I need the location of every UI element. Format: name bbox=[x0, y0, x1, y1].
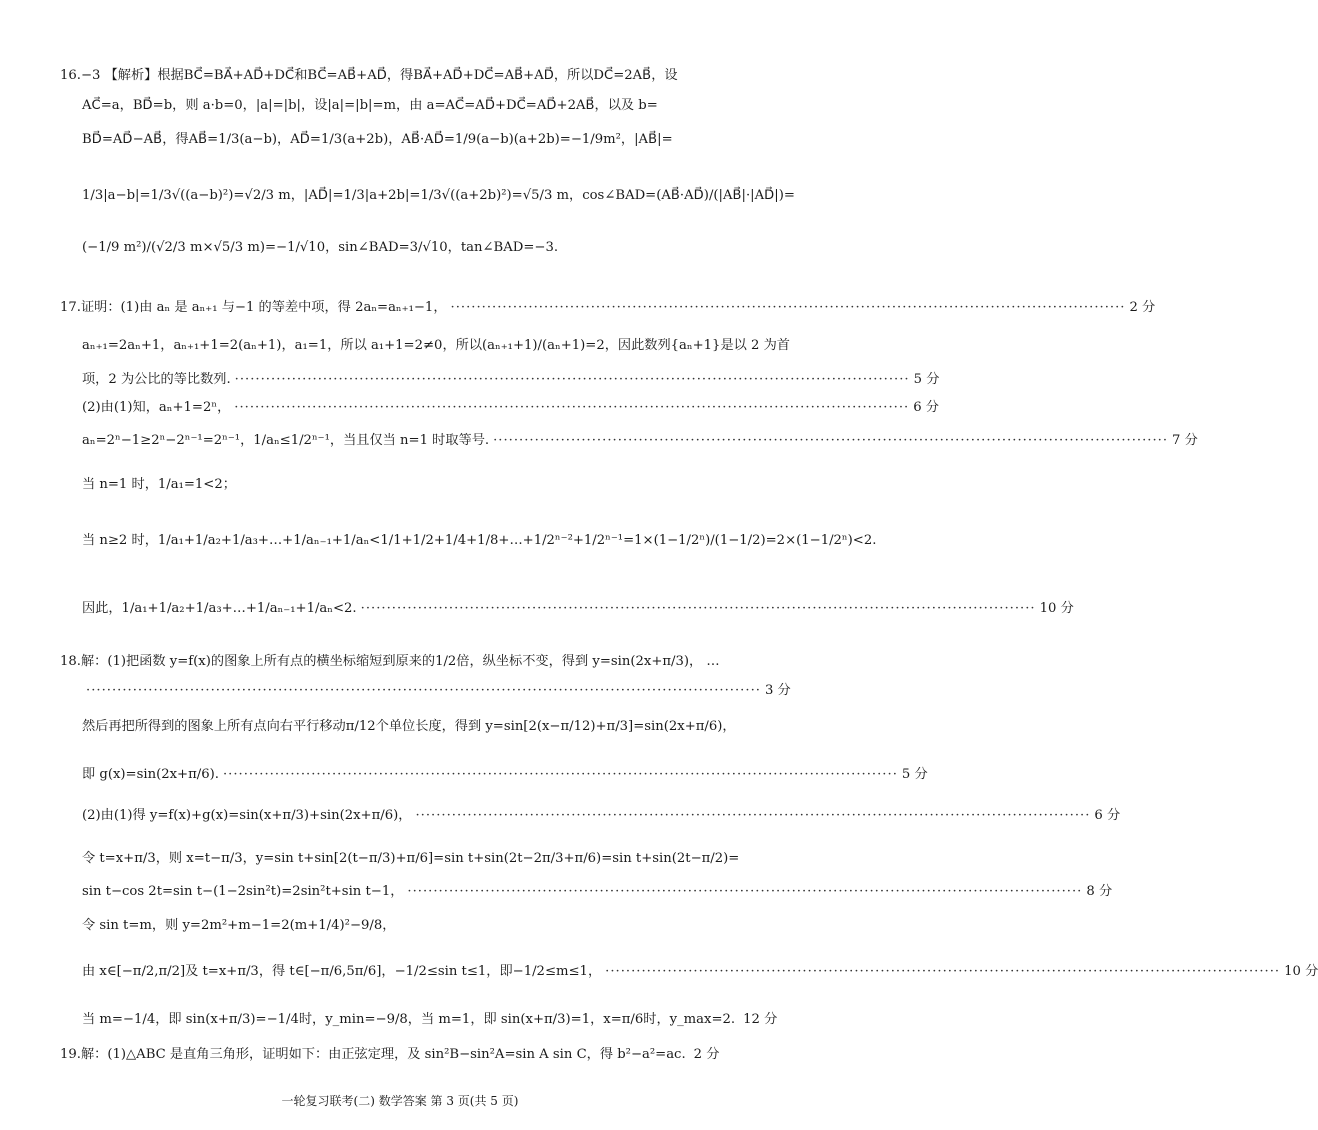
p17-line-1 bbox=[60, 298, 1156, 318]
score-mark: 12 分 bbox=[743, 1012, 778, 1027]
score-mark: 7 分 bbox=[1172, 433, 1198, 448]
p16-line-5: (−1/9 m²)/(√2/3 m×√5/3 m)=−1/√10，sin∠BAD=3/√10，tan∠BAD=−3. bbox=[82, 240, 559, 255]
p18-line-10 bbox=[82, 1010, 778, 1030]
p16-line-1: 16.−3 【解析】根据BC⃗=BA⃗+AD⃗+DC⃗和BC⃗=AB⃗+AD⃗，得BA⃗+AD⃗+DC⃗=AB⃗+AD⃗，所以DC⃗=2AB⃗，设 bbox=[60, 68, 678, 83]
p17-line-8 bbox=[82, 599, 1074, 619]
score-mark: 2 分 bbox=[693, 1047, 720, 1062]
p18-text-7: sin t−cos 2t=sin t−(1−2sin²t)=2sin²t+sin t−1， bbox=[82, 884, 404, 899]
score-mark: 8 分 bbox=[1086, 884, 1113, 899]
leader-dots bbox=[235, 370, 910, 390]
leader-dots bbox=[86, 681, 761, 701]
score-mark: 5 分 bbox=[913, 372, 940, 387]
score-mark: 10 分 bbox=[1039, 601, 1074, 616]
score-mark: 10 分 bbox=[1284, 964, 1318, 979]
p18-text-5: (2)由(1)得 y=f(x)+g(x)=sin(x+π/3)+sin(2x+π/6)， bbox=[82, 808, 412, 823]
p17-text-8: 因此，1/a₁+1/a₂+1/a₃+…+1/aₙ₋₁+1/aₙ<2. bbox=[82, 601, 357, 616]
p18-line-4 bbox=[82, 765, 928, 785]
p16-line-3: BD⃗=AD⃗−AB⃗，得AB⃗=1/3(a−b)，AD⃗=1/3(a+2b)，AB⃗·AD⃗=1/9(a−b)(a+2b)=−1/9m²，|AB⃗|= bbox=[82, 132, 673, 147]
p17-text-5: aₙ=2ⁿ−1≥2ⁿ−2ⁿ⁻¹=2ⁿ⁻¹，1/aₙ≤1/2ⁿ⁻¹，当且仅当 n=1 时取等号. bbox=[82, 433, 490, 448]
leader-dots bbox=[234, 398, 909, 418]
p18-line-5 bbox=[82, 806, 1121, 826]
p18-line-8: 令 sin t=m，则 y=2m²+m−1=2(m+1/4)²−9/8， bbox=[82, 918, 396, 933]
p18-line-3: 然后再把所得到的图象上所有点向右平行移动π/12个单位长度，得到 y=sin[2(x−π/12)+π/3]=sin(2x+π/6)， bbox=[82, 719, 736, 734]
p19-text-1: 19.解：(1)△ABC 是直角三角形，证明如下：由正弦定理，及 sin²B−sin²A=sin A sin C，得 b²−a²=ac. bbox=[60, 1047, 686, 1062]
leader-dots bbox=[415, 806, 1090, 826]
p17-line-2: aₙ₊₁=2aₙ+1，aₙ₊₁+1=2(aₙ+1)，a₁=1，所以 a₁+1=2≠0，所以(aₙ₊₁+1)/(aₙ+1)=2，因此数列{aₙ+1}是以 2 为首 bbox=[82, 338, 790, 353]
leader-dots bbox=[493, 431, 1168, 451]
p17-text-1: 17.证明：(1)由 aₙ 是 aₙ₊₁ 与−1 的等差中项，得 2aₙ=aₙ₊₁−1， bbox=[60, 300, 447, 315]
score-mark: 3 分 bbox=[764, 683, 791, 698]
p17-text-3: 项，2 为公比的等比数列. bbox=[82, 372, 231, 387]
p18-line-6: 令 t=x+π/3，则 x=t−π/3，y=sin t+sin[2(t−π/3)+π/6]=sin t+sin(2t−2π/3+π/6)=sin t+sin(2t−π/2)= bbox=[82, 851, 740, 866]
p18-text-4: 即 g(x)=sin(2x+π/6). bbox=[82, 767, 219, 782]
score-mark: 2 分 bbox=[1129, 300, 1156, 315]
leader-dots bbox=[223, 765, 898, 785]
score-mark: 6 分 bbox=[1094, 808, 1121, 823]
leader-dots bbox=[407, 882, 1082, 902]
p18-line-9 bbox=[82, 962, 1318, 982]
p19-line-1 bbox=[60, 1045, 720, 1065]
p17-line-5 bbox=[82, 431, 1198, 451]
leader-dots bbox=[605, 962, 1280, 982]
p18-line-1: 18.解：(1)把函数 y=f(x)的图象上所有点的横坐标缩短到原来的1/2倍，纵坐标不变，得到 y=sin(2x+π/3)， … bbox=[60, 654, 720, 669]
p17-text-4: (2)由(1)知，aₙ+1=2ⁿ， bbox=[82, 400, 231, 415]
p17-line-7: 当 n≥2 时，1/a₁+1/a₂+1/a₃+…+1/aₙ₋₁+1/aₙ<1/1+1/2+1/4+1/8+…+1/2ⁿ⁻²+1/2ⁿ⁻¹=1×(1−1/2ⁿ)/(1−1/2)=2×(1−1/2ⁿ)<2. bbox=[82, 533, 877, 548]
p18-line-2 bbox=[82, 681, 791, 701]
p18-text-10: 当 m=−1/4，即 sin(x+π/3)=−1/4时，y_min=−9/8，当 m=1，即 sin(x+π/3)=1，x=π/6时，y_max=2. bbox=[82, 1012, 736, 1027]
p16-line-4: 1/3|a−b|=1/3√((a−b)²)=√2/3 m，|AD⃗|=1/3|a+2b|=1/3√((a+2b)²)=√5/3 m，cos∠BAD=(AB⃗·AD⃗)/(|AB⃗|·|AD⃗|)= bbox=[82, 188, 795, 203]
leader-dots bbox=[451, 298, 1126, 318]
p17-line-3 bbox=[82, 370, 940, 390]
score-mark: 6 分 bbox=[913, 400, 939, 415]
p16-line-2: AC⃗=a，BD⃗=b，则 a·b=0，|a|=|b|，设|a|=|b|=m，由 a=AC⃗=AD⃗+DC⃗=AD⃗+2AB⃗，以及 b= bbox=[82, 98, 658, 113]
leader-dots bbox=[361, 599, 1036, 619]
page-footer: 一轮复习联考(二) 数学答案 第 3 页(共 5 页) bbox=[281, 1094, 519, 1108]
score-mark: 5 分 bbox=[901, 767, 928, 782]
p17-line-4 bbox=[82, 398, 939, 418]
p18-line-7 bbox=[82, 882, 1113, 902]
p17-line-6: 当 n=1 时，1/a₁=1<2； bbox=[82, 477, 236, 492]
p18-text-9: 由 x∈[−π/2,π/2]及 t=x+π/3，得 t∈[−π/6,5π/6]，−1/2≤sin t≤1，即−1/2≤m≤1， bbox=[82, 964, 602, 979]
